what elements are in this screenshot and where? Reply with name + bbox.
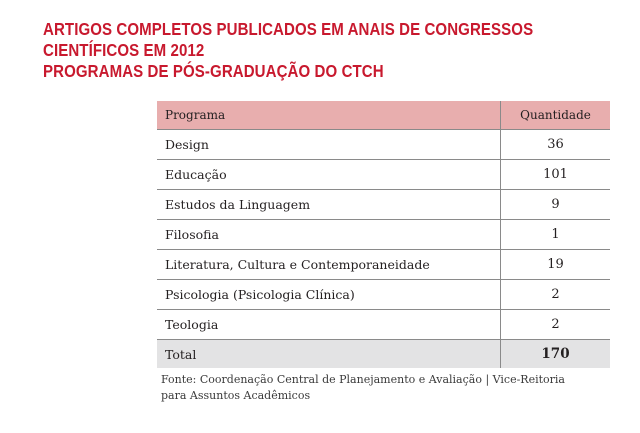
cell-programa: Teologia [157,310,501,340]
table-row [157,220,610,250]
header-quantidade: Quantidade [501,101,611,130]
data-table [157,101,610,368]
page-title [43,19,542,82]
total-label: Total [157,340,501,369]
cell-quantidade: 36 [501,130,611,160]
table-row [157,160,610,190]
total-value: 170 [501,340,611,369]
cell-quantidade: 2 [501,280,611,310]
title-line-2: CIENTÍFICOS EM 2012 [43,40,205,60]
cell-programa: Educação [157,160,501,190]
table-row [157,250,610,280]
table-total-row [157,340,610,369]
table-row [157,130,610,160]
cell-quantidade: 19 [501,250,611,280]
source-note [161,372,601,404]
cell-programa: Literatura, Cultura e Contemporaneidade [157,250,501,280]
source-line-1: Fonte: Coordenação Central de Planejamento e Avaliação | Vice-Reitoria [161,373,565,386]
table-row [157,310,610,340]
cell-programa: Design [157,130,501,160]
cell-quantidade: 101 [501,160,611,190]
cell-programa: Filosofia [157,220,501,250]
cell-quantidade: 1 [501,220,611,250]
title-line-3: PROGRAMAS DE PÓS-GRADUAÇÃO DO CTCH [43,61,384,81]
source-line-2: para Assuntos Acadêmicos [161,389,311,402]
table-row [157,280,610,310]
cell-quantidade: 2 [501,310,611,340]
table-header-row [157,101,610,130]
cell-quantidade: 9 [501,190,611,220]
title-line-1: ARTIGOS COMPLETOS PUBLICADOS EM ANAIS DE CONGRESSOS [43,19,534,39]
cell-programa: Estudos da Linguagem [157,190,501,220]
header-programa: Programa [157,101,501,130]
cell-programa: Psicologia (Psicologia Clínica) [157,280,501,310]
table-row [157,190,610,220]
